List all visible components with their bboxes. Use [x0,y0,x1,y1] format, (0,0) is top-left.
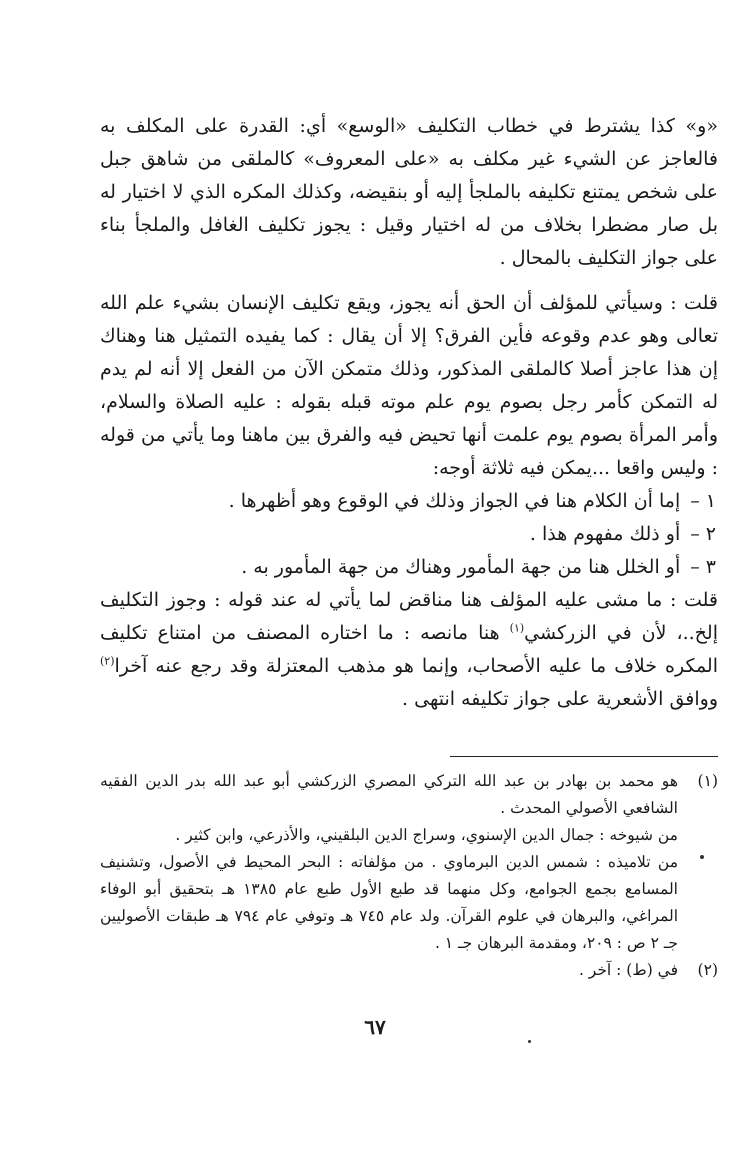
numbered-list [100,485,718,584]
footnote-ref-2[interactable]: (٢) [100,654,115,668]
paragraph-2: قلت : وسيأتي للمؤلف أن الحق أنه يجوز، ويقع تكليف الإنسان بشيء علم الله تعالى وهو عدم وقوعه فأين الفرق؟ إلا أن يقال : كما يفيده التمثيل هنا وهناك إن هذا عاجز أصلا كالملقى المذكور، وذلك متمكن الآن من الفعل إلا أنه لم يدم له التمكن كأمر رجل بصوم يوم علم موته قبله بقوله : عليه الصلاة والسلام، وأمر المرأة بصوم يوم علمت أنها تحيض فيه والفرق بين ماهنا وما يأتي من قوله : وليس واقعا ...يمكن فيه ثلاثة أوجه: [100,292,718,479]
footnotes [100,768,718,984]
list-item-text: أو ذلك مفهوم هذا . [529,523,681,545]
footnote-divider [450,756,718,757]
ink-speck [700,855,704,859]
paragraph-3-part-c: ووافق الأشعرية على جواز تكليفه انتهى . [402,688,718,710]
paragraph-3-part-b: هنا مانصه : ما اختاره المصنف من امتناع تكليف المكره خلاف ما عليه الأصحاب، وإنما هو مذهب المعتزلة وقد رجع عنه آخرا [100,622,718,677]
footnote-ref-1[interactable]: (١) [509,621,525,635]
footnote-1-teachers: من شيوخه : جمال الدين الإسنوي، وسراج الدين البلقيني، والأذرعي، وابن كثير . [175,826,678,844]
footnote-2-number: (٢) [697,961,718,979]
footnote-1-body [100,768,678,957]
list-item [100,485,718,518]
list-item-number: ٢ – [690,523,716,545]
footnote-1-students: من تلاميذه : شمس الدين البرماوي . من مؤلفاته : البحر المحيط في الأصول، وتشنيف المسامع بجمع الجوامع، وكل منهما قد طبع الأول طبع عام ١٣٨٥ هـ بتحقيق أبو الوفاء المراغي، والبرهان في علوم القرآن. ولد عام ٧٤٥ هـ وتوفي عام ٧٩٤ هـ طبقات الأصوليين جـ ٢ ص : ٢٠٩، ومقدمة البرهان جـ ١ . [100,853,678,952]
footnote-1 [100,768,718,957]
paragraph-3 [100,584,718,716]
paragraph-3-part-a: قلت : ما مشى عليه المؤلف هنا مناقض لما يأتي له عند قوله : وجوز التكليف إلخ..، لأن في الزركشي [100,589,718,644]
footnote-1-text: هو محمد بن بهادر بن عبد الله التركي المصري الزركشي أبو عبد الله بدر الدين الفقيه الشافعي الأصولي المحدث . [100,772,678,817]
list-item-text: إما أن الكلام هنا في الجواز وذلك في الوقوع وهو أظهرها . [228,490,681,512]
footnote-2 [100,957,718,984]
footnote-2-body [100,957,678,984]
footnote-1-number: (١) [697,772,718,790]
list-item [100,518,718,551]
page-number: ٦٧ [364,1015,386,1039]
list-item-number: ١ – [690,490,716,512]
list-item-number: ٣ – [690,556,716,578]
list-item [100,551,718,584]
ink-speck [528,1040,531,1043]
list-item-text: أو الخلل هنا من جهة المأمور وهناك من جهة المأمور به . [241,556,681,578]
footnote-2-text: في (ط) : آخر . [578,961,678,979]
main-text [100,110,718,716]
paragraph-1: «و» كذا يشترط في خطاب التكليف «الوسع» أي: القدرة على المكلف به فالعاجز عن الشيء غير مكلف به «على المعروف» كالملقى من شاهق جبل على شخص يمتنع تكليفه بالملجأ إليه أو بنقيضه، وكذلك المكره الذي لا اختيار له بل صار مضطرا بخلاف من له اختيار وقيل : يجوز تكليف الغافل والملجأ بناء على جواز التكليف بالمحال . [100,115,718,269]
